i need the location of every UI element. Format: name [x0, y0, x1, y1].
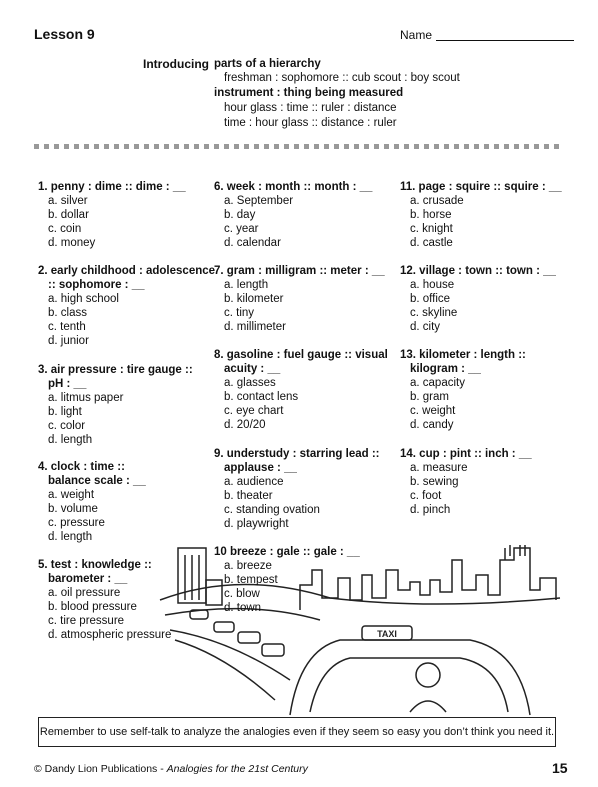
question-4: [38, 460, 146, 544]
answer-option[interactable]: d. atmospheric pressure: [48, 629, 172, 641]
question-stem: acuity : __: [224, 363, 281, 375]
question-10: [214, 545, 360, 615]
question-2: [38, 264, 215, 348]
answer-option[interactable]: c. pressure: [48, 517, 105, 529]
answer-option[interactable]: b. gram: [410, 391, 449, 403]
intro-line: instrument : thing being measured: [214, 87, 404, 99]
answer-option[interactable]: d. length: [48, 531, 93, 543]
footer-publisher: © Dandy Lion Publications -: [34, 763, 167, 775]
intro-line: freshman : sophomore :: cub scout : boy scout: [224, 72, 460, 84]
question-stem: :: sophomore : __: [48, 279, 145, 291]
answer-option[interactable]: a. crusade: [410, 195, 464, 207]
answer-option[interactable]: a. weight: [48, 489, 95, 501]
page-number: 15: [552, 760, 568, 776]
answer-option[interactable]: a. high school: [48, 293, 119, 305]
question-stem: applause : __: [224, 462, 297, 474]
answer-option[interactable]: a. oil pressure: [48, 587, 121, 599]
question-stem: barometer : __: [48, 573, 128, 585]
answer-option[interactable]: d. candy: [410, 419, 454, 431]
question-14: [400, 447, 532, 517]
answer-option[interactable]: d. town: [224, 602, 262, 614]
question-stem: 13. kilometer : length ::: [400, 349, 526, 361]
answer-option[interactable]: a. litmus paper: [48, 392, 124, 404]
answer-option[interactable]: a. capacity: [410, 377, 465, 389]
answer-option[interactable]: d. playwright: [224, 518, 289, 530]
answer-option[interactable]: a. house: [410, 279, 455, 291]
answer-option[interactable]: c. knight: [410, 223, 453, 235]
answer-option[interactable]: d. city: [410, 321, 441, 333]
question-stem: 8. gasoline : fuel gauge :: visual: [214, 349, 388, 361]
question-stem: 1. penny : dime :: dime : __: [38, 181, 186, 193]
answer-option[interactable]: d. castle: [410, 237, 453, 249]
question-stem: 2. early childhood : adolescence: [38, 265, 216, 277]
answer-option[interactable]: d. length: [48, 434, 93, 446]
reminder-text: Remember to use self-talk to analyze the analogies even if they seem so easy you don’t think you need it.: [39, 726, 555, 738]
question-stem: kilogram : __: [410, 363, 481, 375]
answer-option[interactable]: b. theater: [224, 490, 273, 502]
lesson-title: Lesson 9: [34, 26, 95, 42]
answer-option[interactable]: c. standing ovation: [224, 504, 320, 516]
footer-book-title: Analogies for the 21st Century: [166, 763, 308, 775]
answer-option[interactable]: a. breeze: [224, 560, 272, 572]
answer-option[interactable]: c. tenth: [48, 321, 86, 333]
answer-option[interactable]: b. volume: [48, 503, 98, 515]
answer-option[interactable]: b. class: [48, 307, 87, 319]
question-stem: 11. page : squire :: squire : __: [400, 181, 562, 193]
question-stem: 10 breeze : gale :: gale : __: [214, 546, 360, 558]
question-stem: 9. understudy : starring lead ::: [214, 448, 380, 460]
answer-option[interactable]: a. silver: [48, 195, 88, 207]
question-7: [214, 264, 385, 334]
question-8: [214, 348, 388, 432]
question-9: [214, 447, 380, 531]
answer-option[interactable]: b. horse: [410, 209, 452, 221]
answer-option[interactable]: a. length: [224, 279, 269, 291]
answer-option[interactable]: c. skyline: [410, 307, 458, 319]
answer-option[interactable]: c. tiny: [224, 307, 255, 319]
answer-option[interactable]: b. sewing: [410, 476, 459, 488]
answer-option[interactable]: b. tempest: [224, 574, 278, 586]
question-stem: 3. air pressure : tire gauge ::: [38, 364, 193, 376]
answer-option[interactable]: b. blood pressure: [48, 601, 137, 613]
question-stem: 5. test : knowledge ::: [38, 559, 152, 571]
question-13: [400, 348, 526, 432]
name-label: Name: [400, 28, 433, 42]
taxi-sign-text: TAXI: [377, 629, 397, 639]
intro-heading: Introducing: [143, 57, 209, 71]
answer-option[interactable]: b. office: [410, 293, 451, 305]
answer-option[interactable]: c. eye chart: [224, 405, 284, 417]
answer-option[interactable]: d. calendar: [224, 237, 281, 249]
answer-option[interactable]: c. blow: [224, 588, 260, 600]
question-3: [38, 363, 193, 447]
footer: [34, 763, 308, 775]
answer-option[interactable]: d. millimeter: [224, 321, 286, 333]
question-stem: 14. cup : pint :: inch : __: [400, 448, 532, 460]
answer-option[interactable]: c. color: [48, 420, 86, 432]
question-stem: pH : __: [48, 378, 87, 390]
intro-line: hour glass : time :: ruler : distance: [224, 102, 397, 114]
answer-option[interactable]: b. dollar: [48, 209, 89, 221]
answer-option[interactable]: a. September: [224, 195, 294, 207]
answer-option[interactable]: d. money: [48, 237, 96, 249]
question-1: [38, 180, 186, 250]
answer-option[interactable]: d. pinch: [410, 504, 451, 516]
answer-option[interactable]: c. year: [224, 223, 259, 235]
answer-option[interactable]: c. foot: [410, 490, 442, 502]
question-stem: 6. week : month :: month : __: [214, 181, 373, 193]
question-stem: 7. gram : milligram :: meter : __: [214, 265, 385, 277]
answer-option[interactable]: b. day: [224, 209, 256, 221]
answer-option[interactable]: a. audience: [224, 476, 284, 488]
answer-option[interactable]: c. tire pressure: [48, 615, 125, 627]
question-stem: 4. clock : time ::: [38, 461, 125, 473]
question-6: [214, 180, 372, 250]
answer-option[interactable]: b. kilometer: [224, 293, 284, 305]
question-12: [400, 264, 556, 334]
answer-option[interactable]: a. measure: [410, 462, 468, 474]
question-stem: balance scale : __: [48, 475, 146, 487]
intro-line: time : hour glass :: distance : ruler: [224, 117, 397, 129]
answer-option[interactable]: c. weight: [410, 405, 456, 417]
question-11: [400, 180, 562, 250]
question-stem: 12. village : town :: town : __: [400, 265, 556, 277]
question-5: [38, 558, 171, 642]
answer-option[interactable]: a. glasses: [224, 377, 276, 389]
answer-option[interactable]: d. junior: [48, 335, 89, 347]
reminder-box: [38, 717, 556, 747]
answer-option[interactable]: b. light: [48, 406, 82, 418]
answer-option[interactable]: b. contact lens: [224, 391, 299, 403]
answer-option[interactable]: d. 20/20: [224, 419, 266, 431]
answer-option[interactable]: c. coin: [48, 223, 82, 235]
intro-line: parts of a hierarchy: [214, 58, 321, 70]
